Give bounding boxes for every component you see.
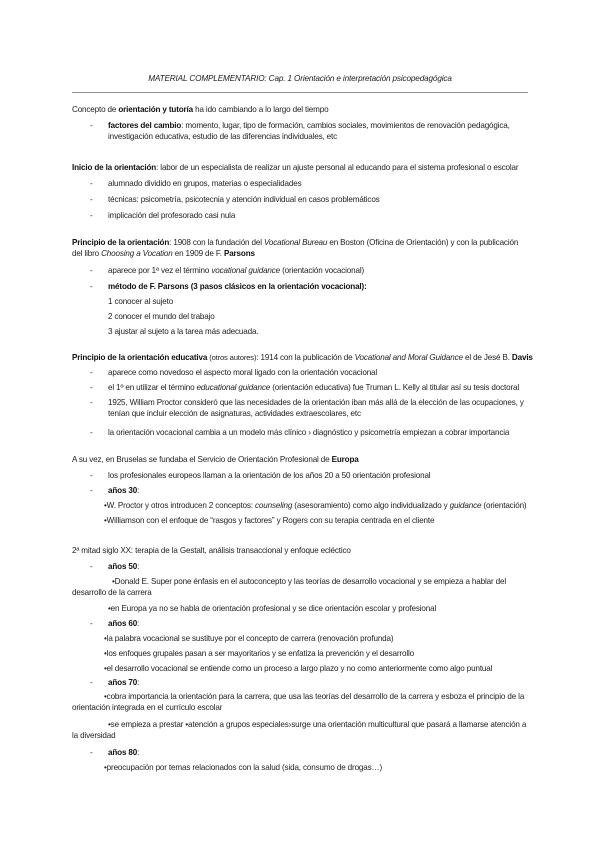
sub-item: •W. Proctor y otros introducen 2 conceptos: counseling (asesoramiento) como algo individualizado y guidance (orientación) [104, 501, 527, 510]
sub-item: •cobra importancia la orientación para la carrera, que usa las teorías del desarrollo de la carrera y esboza el principio de la orientación integrada en el currículo escolar [72, 692, 525, 712]
bullet-dash: - [90, 486, 93, 495]
bullet-dash: - [90, 195, 93, 204]
sub-item: •Donald E. Super pone énfasis en el autoconcepto y las teorías de desarrollo vocacional y se empieza a hablar del desarrollo de la carrera [72, 577, 506, 597]
principle-heading: Principio de la orientación: 1908 con la fundación del Vocational Bureau en Boston (Oficina de Orientación) y con la publicación del libro Choosing a Vocation en 1909 de F. Parsons [72, 238, 519, 258]
decade-30s: años 30: [108, 486, 140, 495]
method-step: 3 ajustar al sujeto a la tarea más adecuada. [108, 327, 259, 336]
bullet-dash: - [90, 562, 93, 571]
list-item: el 1º en utilizar el término educational guidance (orientación educativa) fue Truman L. Kelly al titular así su tesis doctoral [108, 383, 520, 392]
bullet-dash: - [90, 211, 93, 220]
decade-80s: años 80: [108, 748, 140, 757]
list-item: alumnado dividido en grupos, materias o especialidades [108, 179, 302, 188]
document-title: MATERIAL COMPLEMENTARIO: Cap. 1 Orientación e interpretación psicopedagógica [148, 74, 452, 83]
list-item: los profesionales europeos llaman a la orientación de los años 20 a 50 orientación profesional [108, 471, 431, 480]
list-item: la orientación vocacional cambia a un modelo más clínico › diagnóstico y psicometría empiezan a cobrar importancia [108, 428, 510, 437]
sub-item: •en Europa ya no se habla de orientación profesional y se dice orientación escolar y profesional [108, 604, 437, 613]
bullet-dash: - [90, 121, 93, 130]
second-half-heading: 2ª mitad siglo XX: terapia de la Gestalt, análisis transaccional y enfoque ecléctico [72, 546, 351, 555]
bullet-dash: - [90, 619, 93, 628]
bullet-dash: - [90, 368, 93, 377]
sub-item: •la palabra vocacional se sustituye por el concepto de carrera (renovación profunda) [104, 634, 394, 643]
parsons-method: método de F. Parsons (3 pasos clásicos en la orientación vocacional): [108, 282, 367, 291]
decade-50s: años 50: [108, 562, 140, 571]
bullet-dash: - [90, 678, 93, 687]
bullet-change-factors: factores del cambio: momento, lugar, tipo de formación, cambios sociales, movimientos de renovación pedagógica, investigación educativa, estudio de las diferencias individuales, etc [108, 121, 510, 141]
origin-heading: Inicio de la orientación: labor de un especialista de realizar un ajuste personal al educando para el sistema profesional o escolar [72, 163, 519, 172]
sub-item: •Williamson con el enfoque de “rasgos y factores” y Rogers con su terapia centrada en el cliente [104, 516, 435, 525]
decade-60s: años 60: [108, 619, 140, 628]
sub-item: •el desarrollo vocacional se entiende como un proceso a largo plazo y no como anteriormente como algo puntual [104, 664, 493, 673]
bullet-dash: - [90, 266, 93, 275]
bullet-dash: - [90, 428, 93, 437]
decade-70s: años 70: [108, 678, 140, 687]
list-item: técnicas: psicometría, psicotecnia y atención individual en casos problemáticos [108, 195, 380, 204]
method-step: 2 conocer el mundo del trabajo [108, 312, 215, 321]
europe-heading: A su vez, en Bruselas se fundaba el Servicio de Orientación Profesional de Europa [72, 455, 359, 464]
bullet-dash: - [90, 383, 93, 392]
list-item: implicación del profesorado casi nula [108, 211, 236, 220]
bullet-dash: - [90, 398, 93, 407]
bullet-dash: - [90, 471, 93, 480]
bullet-dash: - [90, 748, 93, 757]
list-item: aparece por 1ª vez el término vocational guidance (orientación vocacional) [108, 266, 365, 275]
list-item: 1925, William Proctor consideró que las necesidades de la orientación iban más allá de la elección de las ocupaciones, y tenían que incluir elección de asignaturas, actividades extraescolares, etc [108, 398, 524, 418]
method-step: 1 conocer al sujeto [108, 297, 174, 306]
concept-intro: Concepto de orientación y tutoría ha ido cambiando a lo largo del tiempo [72, 105, 329, 114]
sub-item: •se empieza a prestar •atención a grupos especiales›surge una orientación multicultural que pasará a llamarse atención a la diversidad [72, 720, 527, 740]
list-item: aparece como novedoso el aspecto moral ligado con la orientación vocacional [108, 368, 378, 377]
title-divider [72, 92, 528, 93]
bullet-dash: - [90, 179, 93, 188]
educational-guidance-heading: Principio de la orientación educativa (otros autores): 1914 con la publicación de Vocational and Moral Guidance el de Jesé B. Davis [72, 353, 533, 362]
sub-item: •los enfoques grupales pasan a ser mayoritarios y se enfatiza la prevención y el desarrollo [104, 649, 414, 658]
sub-item: •preocupación por temas relacionados con la salud (sida, consumo de drogas…) [104, 763, 383, 772]
bullet-dash: - [90, 282, 93, 291]
